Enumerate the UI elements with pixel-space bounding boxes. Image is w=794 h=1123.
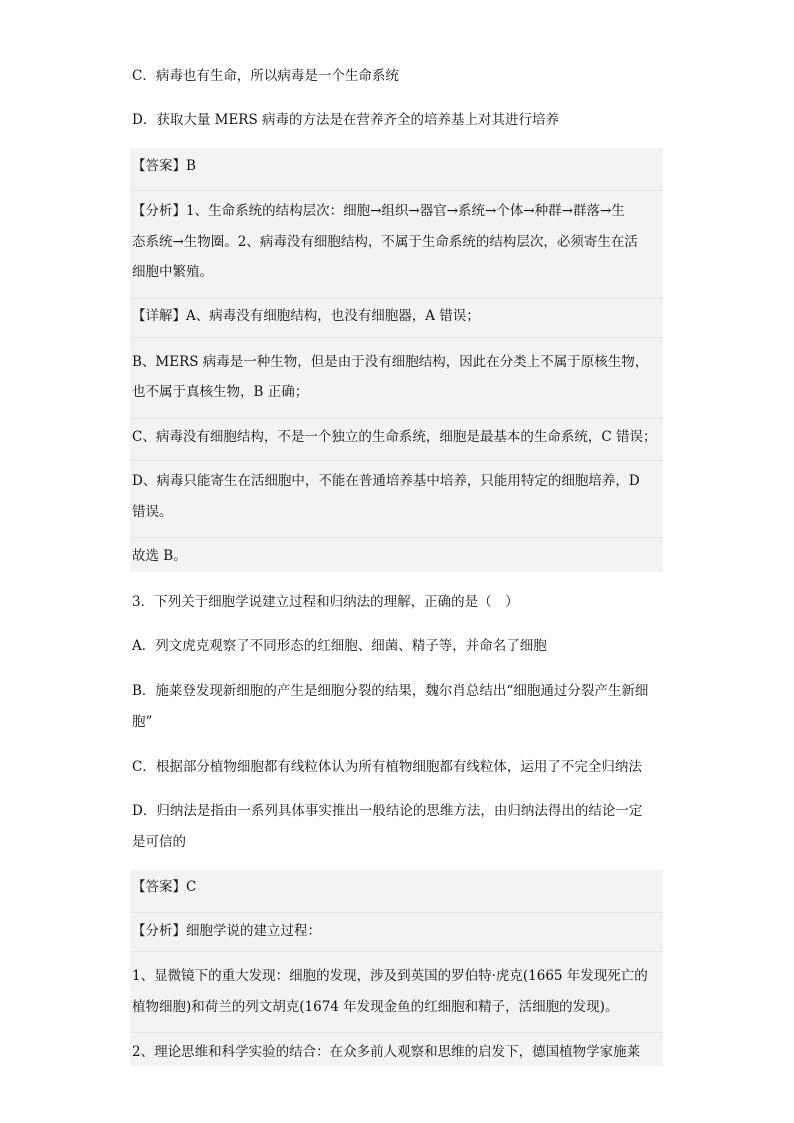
q2-conclusion: 故选 B。 [132, 548, 187, 564]
q3-point-1-line-2: 植物细胞)和荷兰的列文胡克(1674 年发现金鱼的红细胞和精子，活细胞的发现)。 [132, 999, 619, 1015]
q3-point-2-line-1: 2、理论思维和科学实验的结合：在众多前人观察和思维的启发下，德国植物学家施莱 [132, 1044, 641, 1060]
q2-detail-b-line-2: 也不属于真核生物，B 正确； [132, 384, 309, 400]
divider [130, 951, 663, 952]
q2-analysis-line-1: 【分析】1、生命系统的结构层次：细胞→组织→器官→系统→个体→种群→群落→生 [132, 203, 625, 219]
divider [130, 190, 663, 191]
q2-detail-d-line-1: D、病毒只能寄生在活细胞中，不能在普通培养基中培养，只能用特定的细胞培养，D [132, 473, 640, 489]
divider [130, 537, 663, 538]
q3-analysis: 【分析】细胞学说的建立过程： [132, 923, 321, 939]
q2-option-c: C．病毒也有生命，所以病毒是一个生命系统 [132, 68, 399, 84]
q3-option-a: A．列文虎克观察了不同形态的红细胞、细菌、精子等，并命名了细胞 [132, 638, 547, 654]
q2-detail-a: 【详解】A、病毒没有细胞结构，也没有细胞器，A 错误； [132, 308, 480, 324]
q3-stem: 3．下列关于细胞学说建立过程和归纳法的理解，正确的是（ ） [132, 594, 519, 610]
q2-analysis-line-2: 态系统→生物圈。2、病毒没有细胞结构，不属于生命系统的结构层次，必须寄生在活 [132, 234, 638, 250]
q2-answer: 【答案】B [132, 158, 196, 174]
q3-option-d-line-1: D．归纳法是指由一系列具体事实推出一般结论的思维方法，由归纳法得出的结论一定 [132, 803, 643, 819]
divider [130, 460, 663, 461]
q3-option-b-line-1: B．施莱登发现新细胞的产生是细胞分裂的结果，魏尔肖总结出“细胞通过分裂产生新细 [132, 683, 649, 699]
q3-answer: 【答案】C [132, 879, 197, 895]
q2-detail-d-line-2: 错误。 [132, 504, 173, 520]
q2-option-d: D．获取大量 MERS 病毒的方法是在营养齐全的培养基上对其进行培养 [132, 112, 559, 128]
q3-option-d-line-2: 是可信的 [132, 834, 186, 850]
divider [130, 912, 663, 913]
divider [130, 1032, 663, 1033]
q2-detail-c: C、病毒没有细胞结构，不是一个独立的生命系统，细胞是最基本的生命系统，C 错误； [132, 429, 657, 445]
divider [130, 418, 663, 419]
q3-option-c: C．根据部分植物细胞都有线粒体认为所有植物细胞都有线粒体，运用了不完全归纳法 [132, 759, 642, 775]
q3-point-1-line-1: 1、显微镜下的重大发现：细胞的发现，涉及到英国的罗伯特·虎克(1665 年发现死亡的 [132, 968, 648, 984]
q3-option-b-line-2: 胞” [132, 714, 153, 730]
divider [130, 337, 663, 338]
divider [130, 298, 663, 299]
q2-analysis-line-3: 细胞中繁殖。 [132, 264, 213, 280]
q2-detail-b-line-1: B、MERS 病毒是一种生物，但是由于没有细胞结构，因此在分类上不属于原核生物， [132, 354, 649, 370]
